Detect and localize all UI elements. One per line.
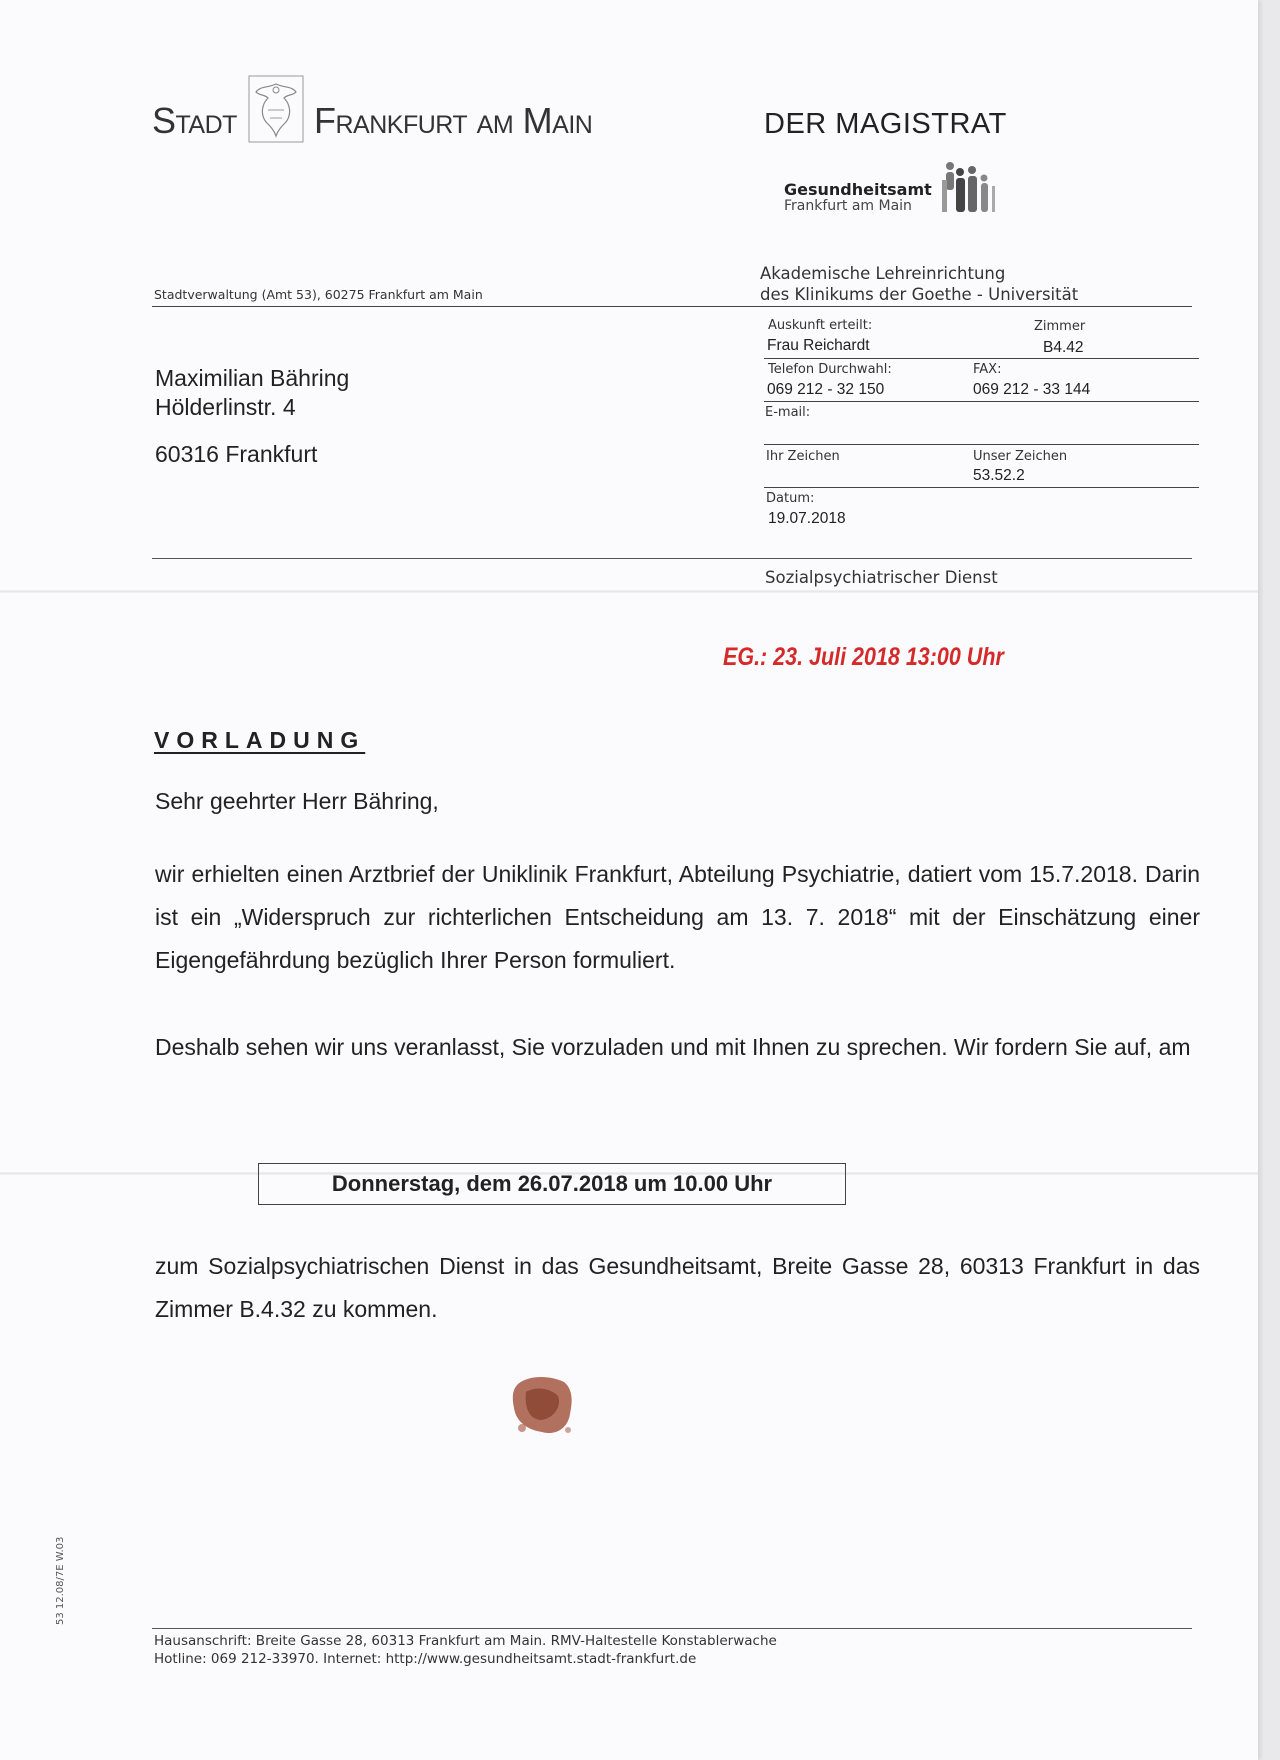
fax-label: FAX: (973, 362, 1002, 377)
ihr-zeichen-label: Ihr Zeichen (766, 449, 840, 464)
recipient-address (155, 364, 349, 469)
recipient-name: Maximilian Bähring (155, 365, 350, 391)
salutation: Sehr geehrter Herr Bähring, (155, 788, 439, 814)
red-annotation: EG.: 23. Juli 2018 13:00 Uhr (723, 643, 1004, 671)
zimmer-label: Zimmer (1034, 319, 1086, 334)
info-rule (764, 444, 1199, 445)
recipient-city: 60316 Frankfurt (155, 441, 318, 467)
datum-label: Datum: (766, 491, 815, 506)
ink-stain (508, 1370, 580, 1440)
telefon-value: 069 212 - 32 150 (767, 381, 885, 398)
letter-title: VORLADUNG (154, 727, 366, 753)
paragraph-2: Deshalb sehen wir uns veranlasst, Sie vorzuladen und mit Ihnen zu sprechen. Wir fordern Sie auf, am (155, 1034, 1191, 1060)
city-name-left: Stadt (152, 100, 237, 141)
auskunft-value: Frau Reichardt (767, 337, 870, 354)
recipient-street: Hölderlinstr. 4 (155, 394, 296, 420)
authority-title: DER MAGISTRAT (764, 108, 1007, 140)
city-crest-icon (246, 74, 306, 144)
info-rule (764, 401, 1199, 402)
footer-address: Hausanschrift: Breite Gasse 28, 60313 Frankfurt am Main. RMV-Haltestelle Konstablerwache (154, 1633, 777, 1649)
info-rule (764, 358, 1199, 359)
office-subtitle: Frankfurt am Main (784, 198, 912, 214)
fax-value: 069 212 - 33 144 (973, 381, 1091, 398)
family-figures-icon (932, 160, 1002, 216)
auskunft-label: Auskunft erteilt: (768, 318, 873, 333)
paragraph-3: zum Sozialpsychiatrischen Dienst in das Gesundheitsamt, Breite Gasse 28, 60313 Frankfurt in das Zimmer B.4.32 zu kommen. (155, 1253, 1200, 1322)
sender-return-address: Stadtverwaltung (Amt 53), 60275 Frankfurt am Main (154, 287, 483, 302)
telefon-label: Telefon Durchwahl: (768, 362, 892, 377)
unser-zeichen-label: Unser Zeichen (973, 449, 1068, 464)
footer-rule (152, 1628, 1192, 1629)
info-rule (764, 487, 1199, 488)
email-label: E-mail: (765, 405, 811, 420)
zimmer-value: B4.42 (1043, 339, 1084, 356)
section-rule (152, 558, 1192, 559)
paragraph-1: wir erhielten einen Arztbrief der Uniklinik Frankfurt, Abteilung Psychiatrie, datiert vom 15.7.2018. Darin ist ein „Widerspruch zur richterlichen Entscheidung am 13. 7. 2018“ mit der Einschätzung einer Eigengefährdung bezüglich Ihrer Person formuliert. (155, 861, 1200, 973)
footer-text (154, 1632, 777, 1668)
city-name-right: Frankfurt am Main (314, 100, 593, 141)
department-name: Sozialpsychiatrischer Dienst (765, 568, 998, 587)
header-rule (152, 306, 1192, 307)
datum-value: 19.07.2018 (768, 510, 846, 527)
paper-fold (0, 590, 1258, 593)
form-code: 53 12.08/7E W.03 (55, 1536, 66, 1625)
unser-zeichen-value: 53.52.2 (973, 467, 1025, 484)
office-name: Gesundheitsamt (784, 180, 932, 199)
footer-hotline: Hotline: 069 212-33970. Internet: http://www.gesundheitsamt.stadt-frankfurt.de (154, 1651, 697, 1667)
academic-affiliation: Akademische Lehreinrichtung des Klinikums der Goethe - Universität (760, 264, 1079, 304)
appointment-box: Donnerstag, dem 26.07.2018 um 10.00 Uhr (258, 1163, 846, 1205)
